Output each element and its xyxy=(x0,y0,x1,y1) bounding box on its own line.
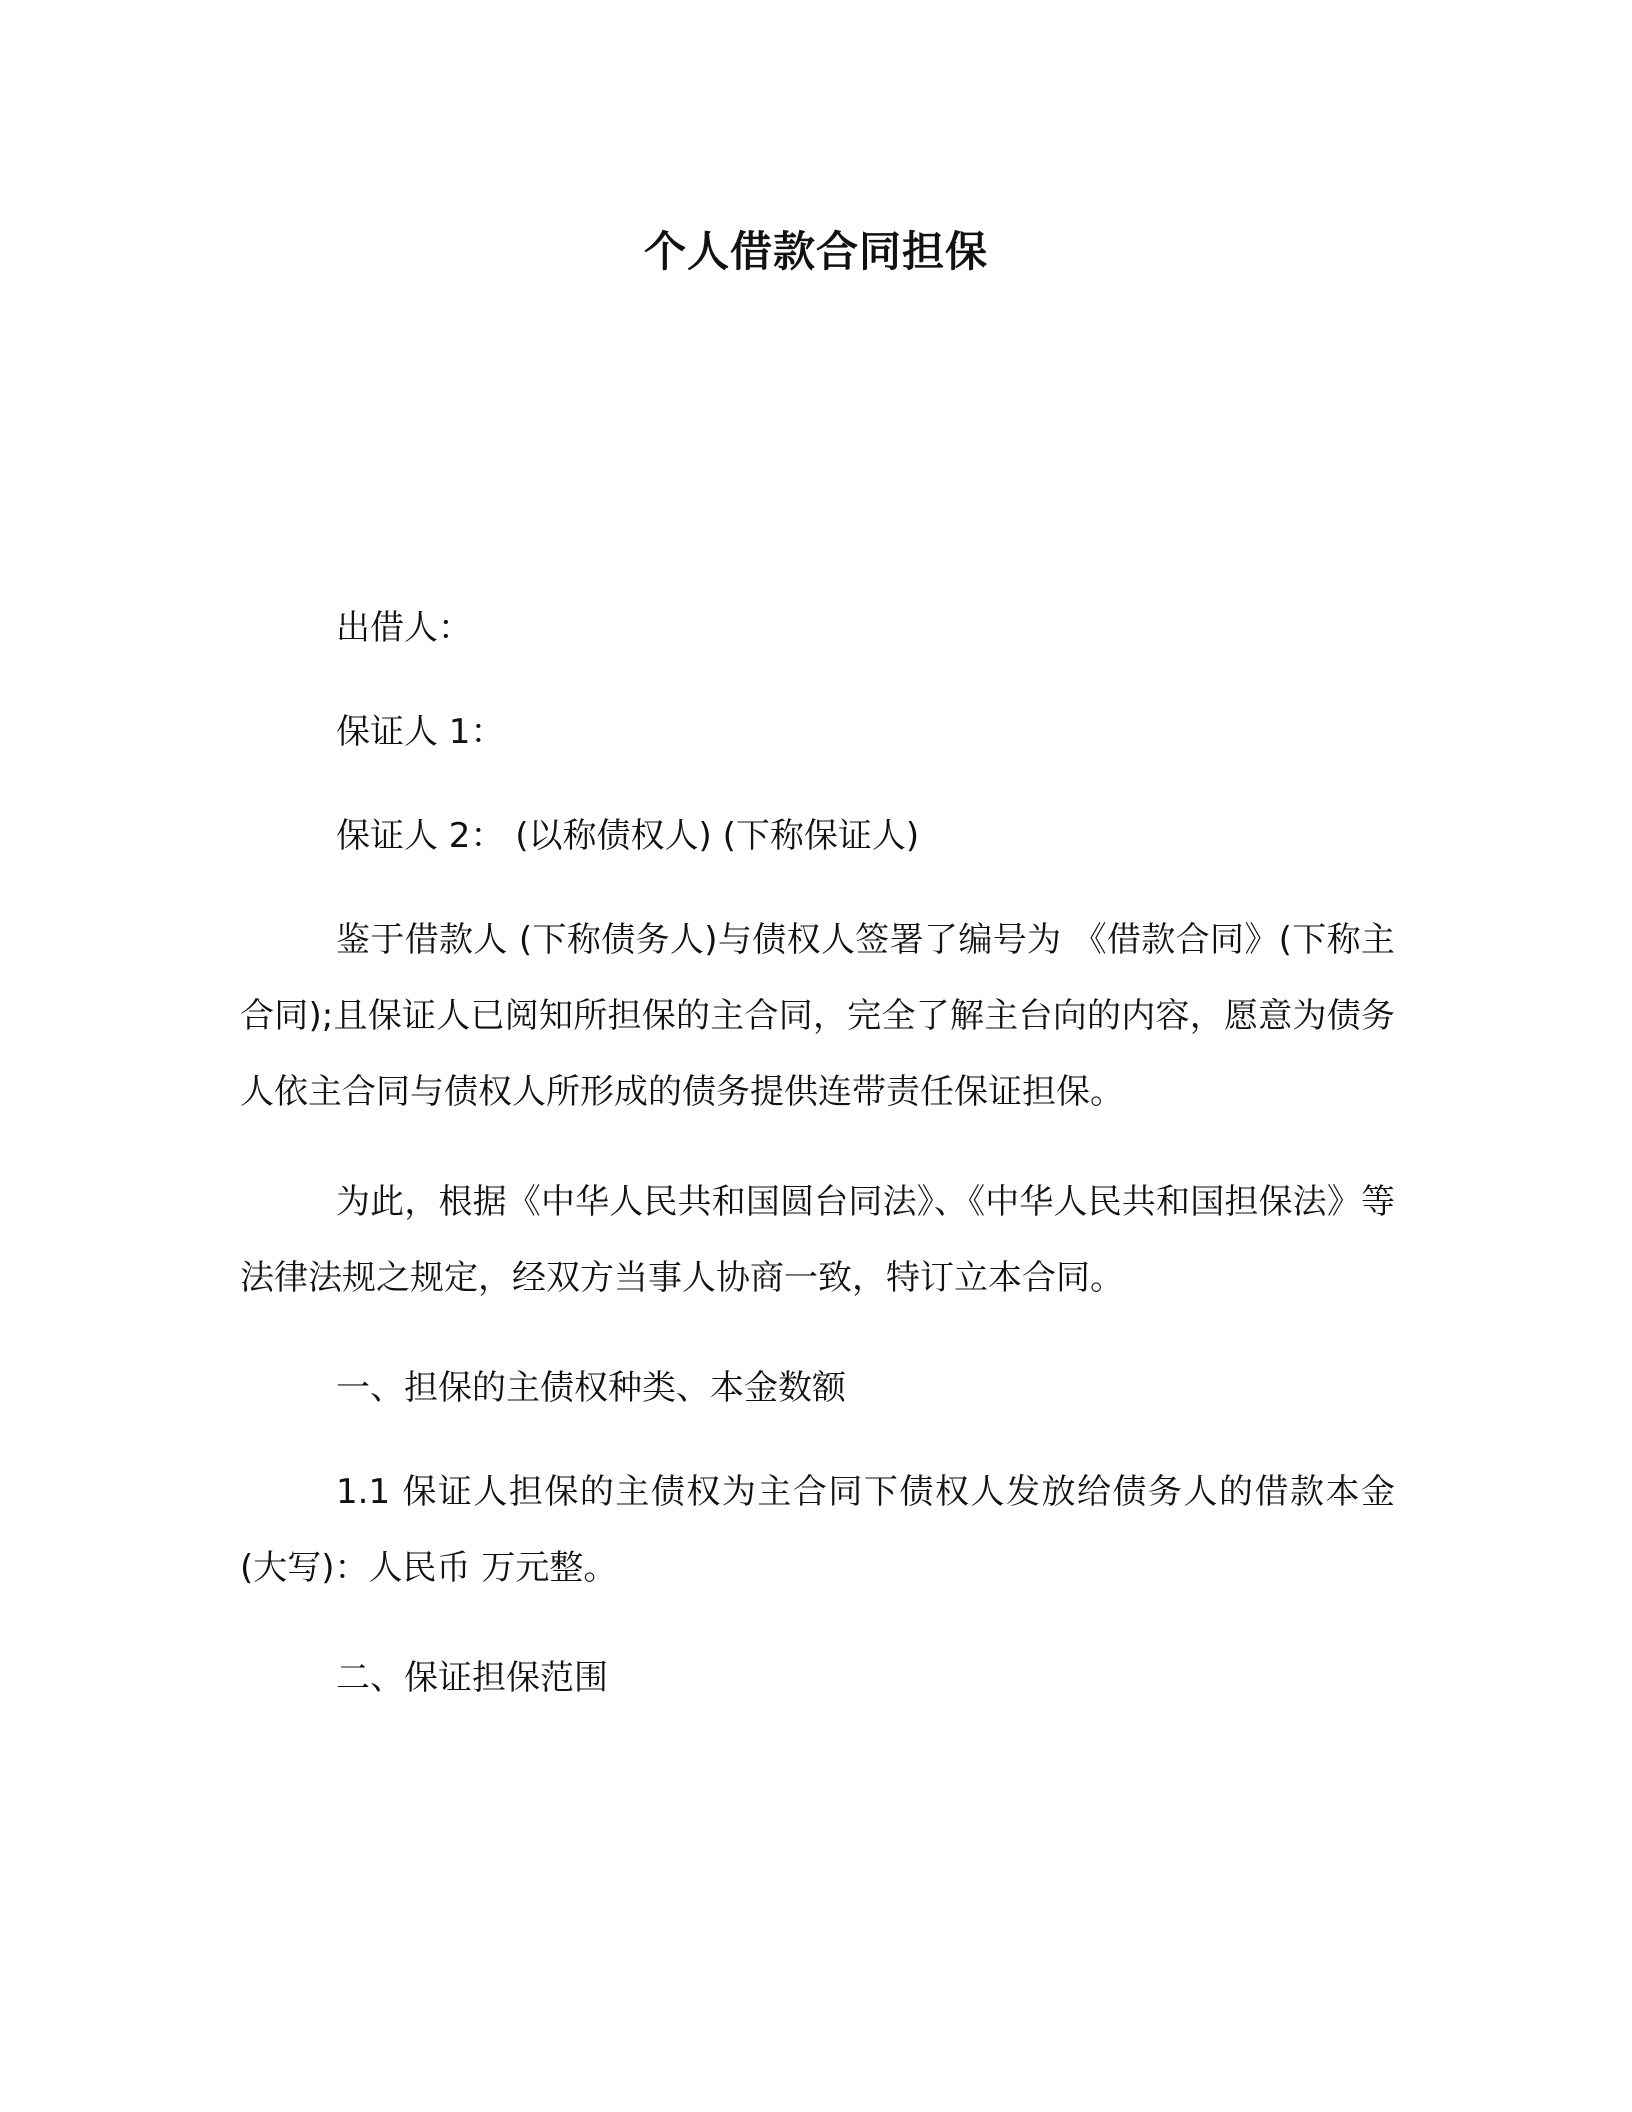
guarantor-2-line: 保证人 2： (以称债权人) (下称保证人) xyxy=(336,816,920,856)
guarantor-1-line: 保证人 1： xyxy=(336,712,505,752)
recital-paragraph: 鉴于借款人 (下称债务人)与债权人签署了编号为 《借款合同》(下称主合同);且保证人已阅知所担保的主合同，完全了解主台向的内容，愿意为债务人依主合同与债权人所形成的债务提供连带责任保证担保。 xyxy=(240,920,1395,1112)
section-2-heading: 二、保证担保范围 xyxy=(336,1658,608,1698)
legal-basis-paragraph: 为此，根据《中华人民共和国圆台同法》、《中华人民共和国担保法》等法律法规之规定，经双方当事人协商一致，特订立本合同。 xyxy=(240,1182,1395,1298)
document-body xyxy=(240,590,1395,1744)
clause-1-1: 1.1 保证人担保的主债权为主合同下债权人发放给债务人的借款本金(大写)：人民币 万元整。 xyxy=(240,1472,1395,1588)
lender-line: 出借人： xyxy=(336,608,472,648)
document-title: 个人借款合同担保 xyxy=(643,227,988,276)
section-1-heading: 一、担保的主债权种类、本金数额 xyxy=(336,1368,846,1408)
